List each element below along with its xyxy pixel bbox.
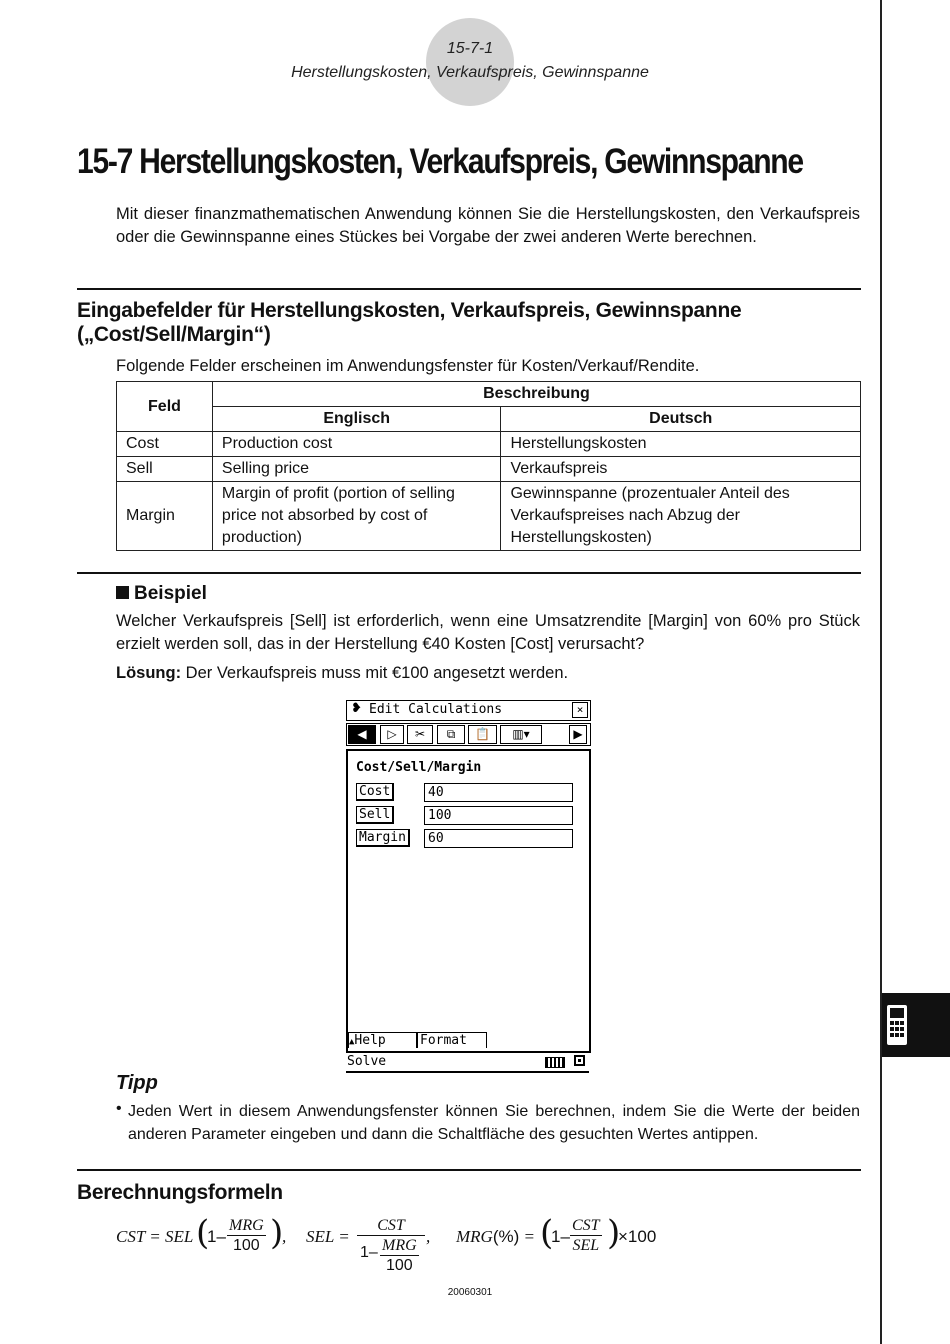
- menu-bar: [346, 700, 591, 721]
- formula-sel: SEL =: [306, 1227, 350, 1246]
- bullet-icon: •: [116, 1100, 122, 1117]
- table-lead: Folgende Felder erscheinen im Anwendungsfenster für Kosten/Verkauf/Rendite.: [116, 357, 700, 375]
- tip-text: Jeden Wert in diesem Anwendungsfenster können Sie berechnen, indem Sie die Werte der beiden anderen Parameter eingeben und dann die Schaltfläche des gesuchten Wertes antippen.: [128, 1103, 860, 1143]
- var-sel: SEL: [164, 1227, 194, 1246]
- cell-field: Margin: [117, 482, 213, 551]
- fraction-mrg-100: [227, 1216, 266, 1255]
- battery-icon: [545, 1057, 565, 1068]
- header-deutsch: Deutsch: [501, 407, 861, 432]
- menu-edit-calculations[interactable]: Edit Calculations: [369, 702, 503, 717]
- comma: ,: [282, 1227, 287, 1246]
- play-icon[interactable]: ▷: [380, 725, 404, 744]
- cut-icon[interactable]: ✂: [407, 725, 433, 744]
- var-mrg: MRG: [456, 1227, 493, 1246]
- sell-input[interactable]: 100: [424, 806, 573, 825]
- close-icon[interactable]: ×: [572, 702, 588, 718]
- cell-de: Gewinnspanne (prozentualer Anteil des Verkaufspreises nach Abzug der Herstellungskosten): [501, 482, 861, 551]
- var-sel: SEL: [306, 1227, 335, 1246]
- chapter-title: 15-7 Herstellungskosten, Verkaufspreis, Gewinnspanne: [77, 142, 803, 181]
- tab-format[interactable]: Format: [416, 1032, 487, 1048]
- tip-title: Tipp: [116, 1072, 158, 1094]
- frac-num: CST: [357, 1216, 425, 1236]
- forward-arrow-icon[interactable]: ▶: [569, 725, 587, 744]
- paren-left: (: [540, 1213, 554, 1253]
- section-rule: [77, 572, 861, 574]
- frac-num: MRG: [229, 1217, 264, 1234]
- section-title-line1: Eingabefelder für Herstellungskosten, Verkaufspreis, Gewinnspanne: [77, 299, 742, 322]
- cell-field: Sell: [117, 457, 213, 482]
- section-title-line2: („Cost/Sell/Margin“): [77, 323, 271, 346]
- panel-title: Cost/Sell/Margin: [356, 760, 482, 775]
- solution-text: Der Verkaufspreis muss mit €100 angesetzt werden.: [181, 664, 569, 682]
- header-englisch: Englisch: [212, 407, 501, 432]
- frac-den: 100: [232, 1237, 260, 1254]
- cost-button[interactable]: Cost: [356, 783, 394, 801]
- menu-chevron-icon[interactable]: ❥: [351, 701, 362, 716]
- keyboard-dropdown-icon[interactable]: ▥▾: [500, 725, 542, 744]
- fields-table: [116, 381, 861, 551]
- running-header: Herstellungskosten, Verkaufspreis, Gewinnspanne: [291, 64, 649, 81]
- cell-en: Production cost: [212, 432, 501, 457]
- sell-button[interactable]: Sell: [356, 806, 394, 824]
- cell-en: Margin of profit (portion of selling price not absorbed by cost of production): [212, 482, 501, 551]
- back-arrow-icon[interactable]: ◀: [348, 725, 376, 744]
- cell-field: Cost: [117, 432, 213, 457]
- percent-label: (%): [492, 1227, 520, 1246]
- example-solution: [116, 662, 860, 685]
- chapter-side-tab: [882, 993, 950, 1057]
- margin-input[interactable]: 60: [424, 829, 573, 848]
- times-100: ×100: [618, 1227, 657, 1246]
- formulas-title: Berechnungsformeln: [77, 1181, 283, 1204]
- paren-left: (: [196, 1213, 210, 1253]
- calculator-screen: [346, 700, 591, 1072]
- var-cst: CST: [116, 1227, 145, 1246]
- cost-input[interactable]: 40: [424, 783, 573, 802]
- frac-num: CST: [572, 1217, 600, 1234]
- up-arrow-icon: ▲: [349, 1037, 355, 1047]
- formula-mrg: MRG(%) =: [456, 1227, 536, 1246]
- example-title: Beispiel: [134, 583, 207, 604]
- one-minus: 1–: [207, 1227, 226, 1246]
- paren-right: ): [607, 1213, 621, 1253]
- comma: ,: [426, 1227, 431, 1246]
- cell-de: Herstellungskosten: [501, 432, 861, 457]
- page-number: 15-7-1: [446, 40, 494, 57]
- cell-de: Verkaufspreis: [501, 457, 861, 482]
- cell-en: Selling price: [212, 457, 501, 482]
- header-beschreibung: Beschreibung: [212, 382, 860, 407]
- fraction-sel: [357, 1216, 425, 1236]
- example-question: Welcher Verkaufspreis [Sell] ist erforderlich, wenn eine Umsatzrendite [Margin] von 60% pro Stück erzielt werden soll, das in der Herstellung €40 Kosten [Cost] verursacht?: [116, 612, 860, 653]
- section-rule: [77, 288, 861, 290]
- paste-icon[interactable]: 📋: [468, 725, 497, 744]
- frac-den: 100: [385, 1257, 413, 1274]
- section-title: [77, 299, 741, 347]
- form-panel: [346, 749, 591, 1053]
- section-rule: [77, 1169, 861, 1171]
- window-toggle-icon[interactable]: [574, 1055, 585, 1066]
- fraction-mrg-100: [380, 1236, 419, 1275]
- intro-paragraph: Mit dieser finanzmathematischen Anwendung können Sie die Herstellungskosten, den Verkaufspreis oder die Gewinnspanne eines Stückes bei Vorgabe der zwei anderen Werte berechnen.: [116, 205, 860, 246]
- tab-help-label: Help: [354, 1033, 386, 1048]
- header-circle: [426, 18, 514, 106]
- page-edge-line: [880, 0, 882, 1344]
- status-text: Solve: [347, 1054, 387, 1069]
- table-row: [117, 432, 861, 457]
- footer-code: 20060301: [447, 1287, 493, 1298]
- fraction-cst-sel: [570, 1216, 602, 1255]
- margin-button[interactable]: Margin: [356, 829, 410, 847]
- header-feld: Feld: [117, 382, 213, 432]
- formula-cst: CST = SEL: [116, 1227, 194, 1246]
- one-minus: 1–: [360, 1244, 378, 1261]
- status-bar: [346, 1052, 589, 1073]
- frac-num: MRG: [382, 1237, 417, 1254]
- table-row: [117, 482, 861, 551]
- tab-help[interactable]: [348, 1032, 418, 1048]
- paren-right: ): [270, 1213, 284, 1253]
- table-row: [117, 457, 861, 482]
- copy-icon[interactable]: ⧉: [437, 725, 465, 744]
- solution-label: Lösung:: [116, 664, 182, 682]
- frac-den: SEL: [572, 1237, 600, 1254]
- square-bullet-icon: [116, 586, 129, 599]
- example-heading: [116, 583, 207, 605]
- calculator-icon: [882, 993, 950, 1057]
- one-minus: 1–: [551, 1227, 570, 1246]
- toolbar: [346, 723, 591, 746]
